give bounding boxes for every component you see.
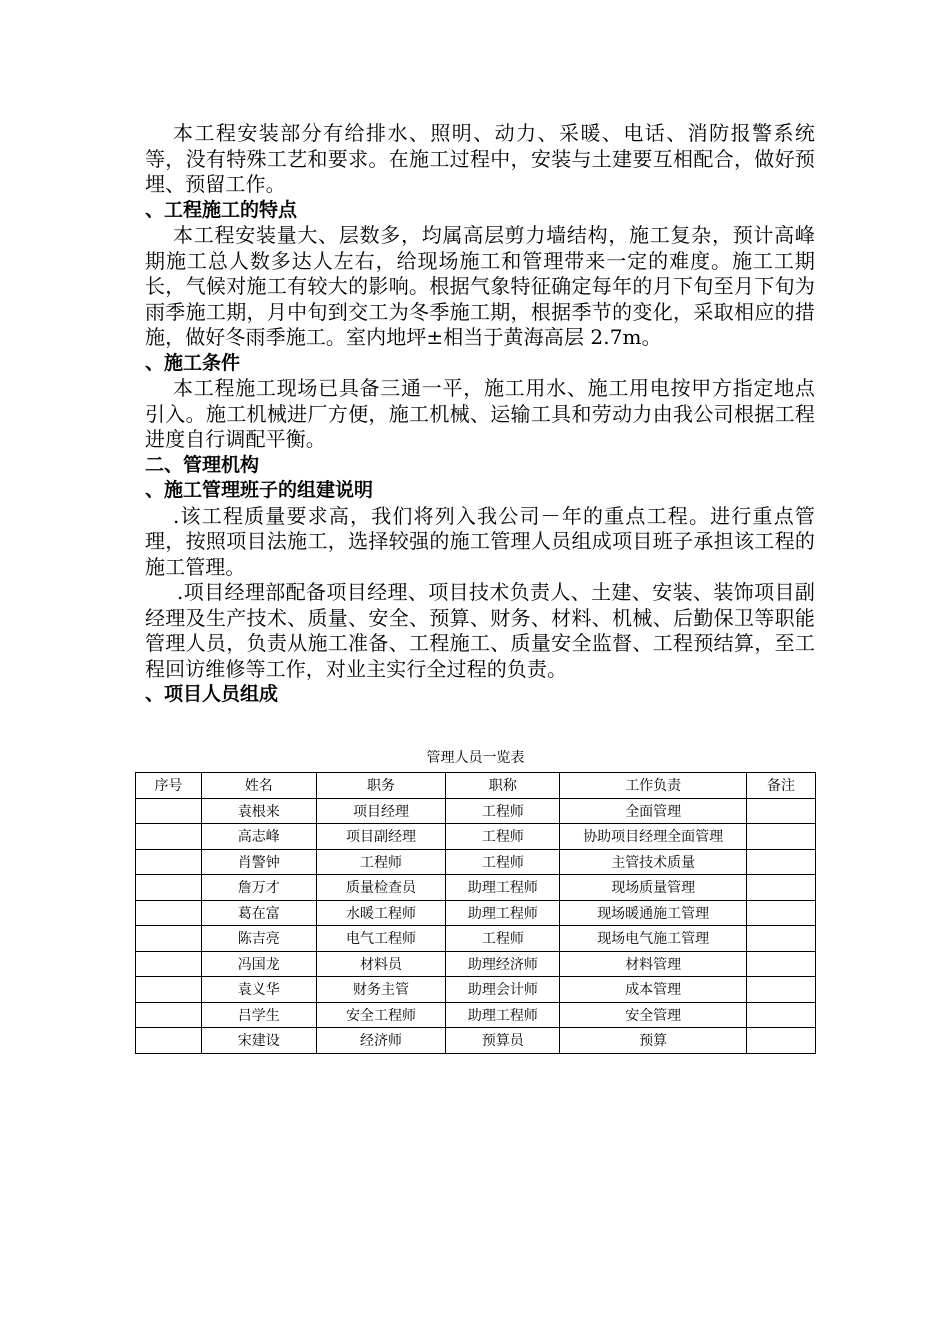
- cell-name: 肖警钟: [201, 849, 316, 875]
- table-row: [136, 951, 816, 977]
- cell-name: 冯国龙: [201, 951, 316, 977]
- cell-title: 工程师: [446, 926, 560, 952]
- cell-title: 工程师: [446, 798, 560, 824]
- cell-remarks: [747, 951, 816, 977]
- cell-remarks: [747, 798, 816, 824]
- cell-remarks: [747, 1028, 816, 1054]
- cell-responsibility: 成本管理: [560, 977, 747, 1003]
- cell-remarks: [747, 824, 816, 850]
- paragraph-construction-features: 本工程安装量大、层数多，均属高层剪力墙结构，施工复杂，预计高峰期施工总人数多达人左右，给现场施工和管理带来一定的难度。施工工期长，气候对施工有较大的影响。根据气象特征确定每年的月下旬至月下旬为雨季施工期，月中旬到交工为冬季施工期，根据季节的变化，采取相应的措施，做好冬雨季施工。室内地坪±相当于黄海高层 2.7m。: [145, 223, 815, 349]
- heading-construction-features: 、工程施工的特点: [145, 198, 298, 221]
- cell-title: 助理会计师: [446, 977, 560, 1003]
- cell-position: 项目副经理: [316, 824, 446, 850]
- table-row: [136, 849, 816, 875]
- cell-position: 电气工程师: [316, 926, 446, 952]
- header-title: 职称: [446, 773, 560, 799]
- cell-responsibility: 预算: [560, 1028, 747, 1054]
- cell-remarks: [747, 875, 816, 901]
- cell-responsibility: 协助项目经理全面管理: [560, 824, 747, 850]
- table-row: [136, 875, 816, 901]
- cell-name: 袁根来: [201, 798, 316, 824]
- cell-responsibility: 现场暖通施工管理: [560, 900, 747, 926]
- table-header-row: [136, 773, 816, 799]
- heading-construction-conditions: 、施工条件: [145, 351, 241, 374]
- table-row: [136, 824, 816, 850]
- cell-index: [136, 977, 202, 1003]
- heading-management-structure: 二、管理机构: [145, 453, 260, 476]
- header-index: 序号: [136, 773, 202, 799]
- cell-position: 工程师: [316, 849, 446, 875]
- cell-title: 助理工程师: [446, 1002, 560, 1028]
- cell-responsibility: 现场电气施工管理: [560, 926, 747, 952]
- cell-index: [136, 824, 202, 850]
- paragraph-project-department: .项目经理部配备项目经理、项目技术负责人、土建、安装、装饰项目副经理及生产技术、质量、安全、预算、财务、材料、机械、后勤保卫等职能管理人员，负责从施工准备、工程施工、质量安全监督、工程预结算，至工程回访维修等工作，对业主实行全过程的负责。: [145, 580, 815, 681]
- cell-responsibility: 全面管理: [560, 798, 747, 824]
- cell-responsibility: 材料管理: [560, 951, 747, 977]
- staff-table: [135, 772, 816, 1054]
- cell-position: 项目经理: [316, 798, 446, 824]
- cell-index: [136, 951, 202, 977]
- cell-remarks: [747, 1002, 816, 1028]
- cell-index: [136, 1028, 202, 1054]
- table-caption: 管理人员一览表: [426, 750, 525, 766]
- table-row: [136, 926, 816, 952]
- cell-name: 高志峰: [201, 824, 316, 850]
- cell-index: [136, 926, 202, 952]
- cell-remarks: [747, 849, 816, 875]
- cell-index: [136, 849, 202, 875]
- cell-name: 袁义华: [201, 977, 316, 1003]
- header-responsibility: 工作负责: [560, 773, 747, 799]
- cell-name: 葛在富: [201, 900, 316, 926]
- cell-title: 助理经济师: [446, 951, 560, 977]
- cell-position: 水暖工程师: [316, 900, 446, 926]
- cell-name: 詹万才: [201, 875, 316, 901]
- header-name: 姓名: [201, 773, 316, 799]
- table-row: [136, 977, 816, 1003]
- cell-title: 助理工程师: [446, 900, 560, 926]
- cell-position: 财务主管: [316, 977, 446, 1003]
- cell-remarks: [747, 926, 816, 952]
- cell-index: [136, 798, 202, 824]
- header-remarks: 备注: [747, 773, 816, 799]
- cell-index: [136, 875, 202, 901]
- paragraph-construction-conditions: 本工程施工现场已具备三通一平，施工用水、施工用电按甲方指定地点引入。施工机械进厂方便，施工机械、运输工具和劳动力由我公司根据工程进度自行调配平衡。: [145, 376, 815, 451]
- paragraph-quality-requirement: .该工程质量要求高，我们将列入我公司－年的重点工程。进行重点管理，按照项目法施工，选择较强的施工管理人员组成项目班子承担该工程的施工管理。: [145, 503, 815, 579]
- cell-index: [136, 1002, 202, 1028]
- cell-responsibility: 现场质量管理: [560, 875, 747, 901]
- cell-position: 安全工程师: [316, 1002, 446, 1028]
- paragraph-installation: 本工程安装部分有给排水、照明、动力、采暖、电话、消防报警系统等，没有特殊工艺和要求。在施工过程中，安装与土建要互相配合，做好预埋、预留工作。: [145, 121, 815, 196]
- cell-title: 预算员: [446, 1028, 560, 1054]
- table-row: [136, 900, 816, 926]
- document-body: [145, 121, 815, 708]
- cell-responsibility: 安全管理: [560, 1002, 747, 1028]
- cell-title: 工程师: [446, 824, 560, 850]
- heading-project-staff: 、项目人员组成: [145, 683, 279, 705]
- cell-responsibility: 主管技术质量: [560, 849, 747, 875]
- cell-name: 吕学生: [201, 1002, 316, 1028]
- cell-position: 材料员: [316, 951, 446, 977]
- cell-name: 宋建设: [201, 1028, 316, 1054]
- table-row: [136, 1028, 816, 1054]
- heading-management-team: 、施工管理班子的组建说明: [145, 479, 374, 501]
- cell-title: 工程师: [446, 849, 560, 875]
- cell-name: 陈吉亮: [201, 926, 316, 952]
- cell-position: 经济师: [316, 1028, 446, 1054]
- cell-remarks: [747, 900, 816, 926]
- cell-index: [136, 900, 202, 926]
- table-row: [136, 1002, 816, 1028]
- header-position: 职务: [316, 773, 446, 799]
- cell-remarks: [747, 977, 816, 1003]
- table-row: [136, 798, 816, 824]
- cell-title: 助理工程师: [446, 875, 560, 901]
- cell-position: 质量检查员: [316, 875, 446, 901]
